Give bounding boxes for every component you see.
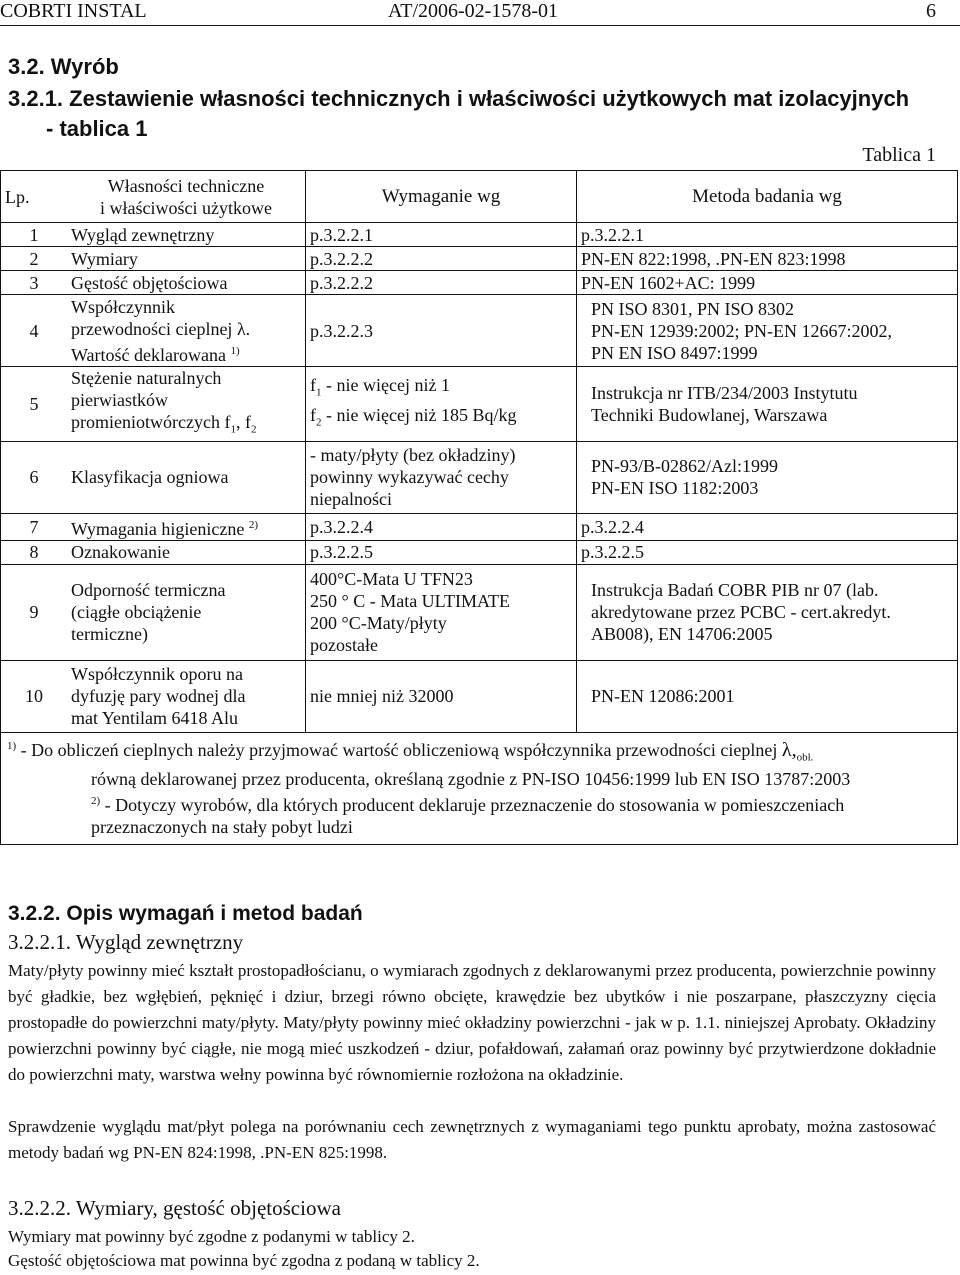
row-property: Współczynnik przewodności cieplnej λ. Wartość deklarowana $^{1)}$ [67,295,306,367]
row-method: PN ISO 8301, PN ISO 8302 PN-EN 12939:2002; PN-EN 12667:2002, PN EN ISO 8497:1999 [577,295,958,367]
th-lp: Lp. [1,171,68,223]
row-property: Wygląd zewnętrzny [67,223,306,247]
row-property: Wymiary [67,247,306,271]
table-row [1,223,958,247]
row-property: Współczynnik oporu na dyfuzję pary wodnej dla mat Yentilam 6418 Alu [67,660,306,732]
table-row [1,367,958,442]
paragraph-appearance: Maty/płyty powinny mieć kształt prostopadłościanu, o wymiarach zgodnych z deklarowanymi przez producenta, powierzchnie powinny być gładkie, bez wgłębień, pęknięć i dziur, brzegi równo obcięte, krawędzie bez ubytków i nie poszarpane, płaszczyzny cięcia prostopadłe do powierzchni maty/płyty. Maty/płyty powinny mieć okładziny powierzchni - jak w p. 1.1. niniejszej Aprobaty. Okładziny powierzchni powinny być ciągłe, nie mogą mieć uszkodzeń - dziur, pofałdowań, załamań oraz powinny być przytwierdzone dokładnie do powierzchni maty, warstwa wełny powinna być równomiernie rozłożona na okładzinie. [8,961,936,1084]
row-method: p.3.2.2.1 [577,223,958,247]
row-property: Stężenie naturalnych pierwiastków promieniotwórczych $f_1$, $f_2$ [67,367,306,442]
row-requirement: - maty/płyty (bez okładziny) powinny wykazywać cechy niepalności [306,441,577,513]
row-method: Instrukcja Badań COBR PIB nr 07 (lab. akredytowane przez PCBC - cert.akredyt. AB008), EN 14706:2005 [577,564,958,660]
header-doc-number: AT/2006-02-1578-01 [388,0,558,22]
section-heading-3-2-1: 3.2.1. Zestawienie własności technicznych i właściwości użytkowych mat izolacyjnych [8,86,910,111]
row-property: Oznakowanie [67,540,306,564]
th-requirement: Wymaganie wg [306,171,577,223]
row-property: Wymagania higieniczne $^{2)}$ [67,513,306,540]
table-row [1,271,958,295]
row-lp: 9 [1,564,68,660]
table-label: Tablica 1 [862,144,936,166]
section-heading-3-2-2-1: 3.2.2.1. Wygląd zewnętrzny [8,930,244,954]
row-lp: 2 [1,247,68,271]
table-row [1,564,958,660]
row-method: p.3.2.2.5 [577,540,958,564]
section-heading-3-2-2: 3.2.2. Opis wymagań i metod badań [8,902,363,925]
row-lp: 5 [1,367,68,442]
row-method: Instrukcja nr ITB/234/2003 Instytutu Techniki Budowlanej, Warszawa [577,367,958,442]
row-requirement: p.3.2.2.3 [306,295,577,367]
row-lp: 3 [1,271,68,295]
header-page-number: 6 [926,0,936,22]
footnote-2-text: - Dotyczy wyrobów, dla których producent deklaruje przeznaczenie do stosowania w pomieszczeniach [104,795,845,816]
row-property: Odporność termiczna (ciągłe obciążenie termiczne) [67,564,306,660]
table-row [1,660,958,732]
footnote-1-text: - Do obliczeń cieplnych należy przyjmować wartość obliczeniową współczynnika przewodności cieplnej [20,739,778,760]
table-header-row [1,171,958,223]
row-requirement: p.3.2.2.1 [306,223,577,247]
footnote-1-mark: 1) [7,739,17,752]
row-requirement: p.3.2.2.5 [306,540,577,564]
row-lp: 10 [1,660,68,732]
row-lp: 7 [1,513,68,540]
row-lp: 8 [1,540,68,564]
table-footnotes: $^{1)}$ - Do obliczeń cieplnych należy przyjmować wartość obliczeniową współczynnika przewodności cieplnej $\lambda,_{obl.}$ równą deklarowanej przez producenta, określaną zgodnie z PN-ISO 10456:1999 lub EN ISO 13787:2003 $^{2)}$ - Dotyczy wyrobów, dla których producent deklaruje przeznaczenie do stosowania w pomieszczeniach przeznaczonych na stały pobyt ludzi [1,732,958,845]
row-requirement: 400°C-Mata U TFN23 250 ° C - Mata ULTIMATE 200 °C-Maty/płyty pozostałe [306,564,577,660]
paragraph-density: Gęstość objętościowa mat powinna być zgodna z podaną w tablicy 2. [8,1251,480,1270]
row-requirement: nie mniej niż 32000 [306,660,577,732]
paragraph-appearance-check: Sprawdzenie wyglądu mat/płyt polega na porównaniu cech zewnętrznych z wymaganiami tego punktu aprobaty, można zastosować metody badań wg PN-EN 824:1998, .PN-EN 825:1998. [8,1117,936,1162]
row-requirement: p.3.2.2.2 [306,247,577,271]
section-heading-3-2-1-cont: - tablica 1 [46,116,148,141]
table-footnotes-row [1,732,958,845]
footnote-2-text-cont: przeznaczonych na stały pobyt ludzi [91,817,353,838]
table-row [1,295,958,367]
row-lp: 4 [1,295,68,367]
footnote-1-text-cont: równą deklarowanej przez producenta, określaną zgodnie z PN-ISO 10456:1999 lub EN ISO 13787:2003 [91,769,851,790]
table-row [1,247,958,271]
footnote-2-mark: 2) [91,795,101,808]
paragraph-dimensions: Wymiary mat powinny być zgodne z podanymi w tablicy 2. [8,1227,415,1246]
row-lp: 6 [1,441,68,513]
properties-table [0,170,958,845]
row-requirement: p.3.2.2.4 [306,513,577,540]
row-property: Klasyfikacja ogniowa [67,441,306,513]
row-requirement: p.3.2.2.2 [306,271,577,295]
row-property: Gęstość objętościowa [67,271,306,295]
table-row [1,441,958,513]
header-rule [0,25,960,26]
table-row [1,540,958,564]
th-method: Metoda badania wg [577,171,958,223]
row-requirement: $f_1$ - nie więcej niż 1 $f_2$ - nie więcej niż 185 Bq/kg [306,367,577,442]
th-property: Własności techniczne i właściwości użytkowe [67,171,306,223]
row-method: PN-EN 12086:2001 [577,660,958,732]
section-heading-3-2: 3.2. Wyrób [8,54,119,79]
table-row [1,513,958,540]
row-method: PN-EN 822:1998, .PN-EN 823:1998 [577,247,958,271]
row-lp: 1 [1,223,68,247]
row-method: PN-EN 1602+AC: 1999 [577,271,958,295]
page-header [0,0,960,24]
section-heading-3-2-2-2: 3.2.2.2. Wymiary, gęstość objętościowa [8,1196,341,1220]
header-company: COBRTI INSTAL [0,0,147,22]
row-method: PN-93/B-02862/Azl:1999 PN-EN ISO 1182:2003 [577,441,958,513]
row-method: p.3.2.2.4 [577,513,958,540]
